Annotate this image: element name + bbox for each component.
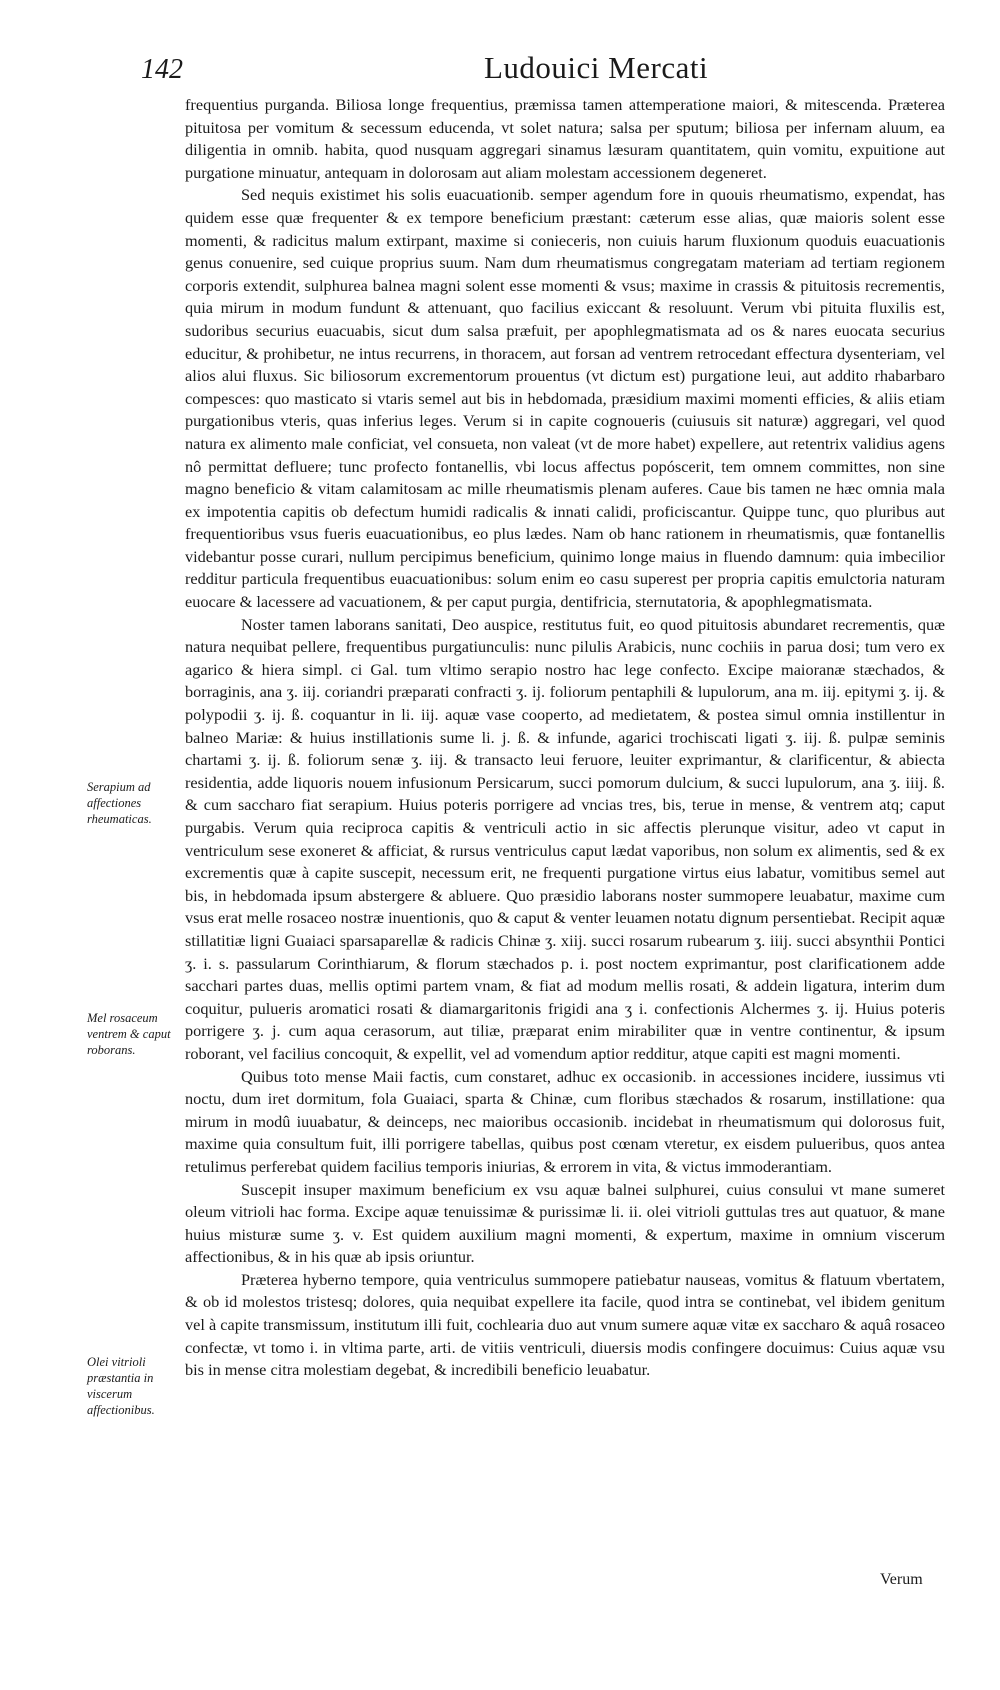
margin-note: Mel rosaceum ventrem & caput roborans. <box>87 1011 171 1057</box>
margin-note: Serapium ad affectiones rheumaticas. <box>87 780 152 826</box>
paragraph: Noster tamen laborans sanitati, Deo auspice, restitutus fuit, eo quod pituitosis abundaret recrementis, quæ natura nequibat pellere, frequentibus purgatiunculis: nunc pilulis Arabicis, nunc cochiis in parua dosi; tum vero ex agarico & hiera simpl. ci Gal. tum vltimo serapio nostro hac lege confecto. Excipe maioranæ stæchados, & borraginis, ana ʒ. iij. coriandri præparati confracti ʒ. ij. foliorum pentaphili & lupulorum, ana m. iij. epitymi ʒ. ij. & polypodii ʒ. ij. ß. coquantur in li. iij. aquæ vase cooperto, ad medietatem, & postea simul omnia instillentur in balneo Mariæ: & huius instillationis sume li. j. ß. & infunde, agarici trochiscati ligati ʒ. iij. ß. pulpæ seminis chartami ʒ. ij. ß. foliorum senæ ʒ. iij. & transacto leui feruore, leuiter exprimantur, & clarificentur, & abiecta residentia, adde liquoris nouem infusionum Persicarum, succi pomorum dulcium, & succi lupulorum, ana ʒ. iiij. ß. & cum saccharo fiat serapium. Huius poteris porrigere ad vncias tres, bis, terue in mense, & ventrem atq; caput purgabis. Verum quia reciproca capitis & ventriculi actio in sic affectis plerunque visitur, adeo vt caput in ventriculum sese exoneret & afficiat, & rursus ventriculus caput lædat vaporibus, non solum ex alimentis, sed & ex excrementis quæ à capite suscepit, necessum erit, ne frequenti purgatione virtus eius labatur, vomitibus semel aut bis, in hebdomada ipsum abstergere & abluere. Quo præsidio laborans noster summopere leuabatur, maxime cum vsus erat melle rosaceo nostræ inuentionis, quo & caput & venter leuamen notatu dignum persentiebat. Recipit aquæ stillatitiæ ligni Guaiaci sparsaparellæ & radicis Chinæ ʒ. xiij. succi rosarum rubearum ʒ. iiij. succi absynthii Pontici ʒ. i. s. passularum Corinthiarum, & florum stæchados p. i. post noctem exprimantur, post clarificationem adde sacchari partes duas, mellis optimi partem vnam, & fiat ad modum mellis rosati, & addein ligatura, interim dum coquitur, pulueris aromatici rosati & diamargaritonis frigidi ana ʒ i. confectionis Alchermes ʒ. ij. Huius poteris porrigere ʒ. j. cum aqua cerasorum, aut tiliæ, præparat enim mirabiliter quæ in ventre continentur, & ipsum roborant, vel facilius concoquit, & expellit, vel ad vomendum aptior redditur, atque capiti est magni momenti. <box>185 614 945 1063</box>
margin-note: Olei vitrioli præstantia in viscerum affectionibus. <box>87 1355 155 1417</box>
paragraph: frequentius purganda. Biliosa longe frequentius, præmissa tamen attemperatione maiori, & mitescenda. Præterea pituitosa per vomitum & secessum educenda, vt solet natura; salsa per sputum; biliosa per infernam aluum, ea diligentia in omnib. habita, quod nusquam aggregari sinamus læsuram quantitatem, quin vomitu, expuitione aut purgatione minuatur, antequam in dolorosam aut aliam molestam accessionem degeneret. <box>185 95 945 182</box>
paragraph: Suscepit insuper maximum beneficium ex vsu aquæ balnei sulphurei, cuius consului vt mane sumeret oleum vitrioli hac forma. Excipe aquæ tenuissimæ & purissimæ li. ii. olei vitrioli guttulas tres aut quatuor, & mane huius misturæ sume ʒ. v. Est quidem auxilium magni momenti, & expertum, maxime in omnium viscerum affectionibus, & in his quæ ab ipsis oriuntur. <box>185 1179 945 1267</box>
body-text <box>185 94 945 1382</box>
catchword: Verum <box>880 1571 923 1588</box>
paragraph: Præterea hyberno tempore, quia ventriculus summopere patiebatur nauseas, vomitus & flatuum vbertatem, & ob id molestos tristesq; dolores, quia nequibat expellere ita facile, quod intra se continebat, vel ibidem genitum vel à capite transmissum, institutum illi fuit, cochlearia duo aut vnum sumere aquæ vitæ ex saccharo & aquâ rosaceo confectæ, vt tomo i. in vltima parte, arti. de vitiis ventriculi, diuersis modis confingere docuimus: Cuius aquæ vsu bis in mense citra molestiam degebat, & incredibili beneficio leuabatur. <box>185 1269 945 1380</box>
page-number: 142 <box>141 54 183 85</box>
paragraph: Sed nequis existimet his solis euacuationib. semper agendum fore in quouis rheumatismo, expendat, has quidem esse quæ frequenter & ex tempore beneficium præstant: cæterum esse alias, quæ maioris solent esse momenti, & radicitus malum extirpant, maxime si conieceris, non cuiuis harum fluxionum quoduis euacuationis genus conuenire, sed cuique proprius suum. Nam dum rheumatismus congregatam materiam ad tertiam regionem corporis extendit, sulphurea balnea magni solent esse momenti & vsus; maxime in crassis & pituitosis recrementis, quia mirum in modum fundunt & attenuant, quo facilius exiccant & resoluunt. Verum vbi pituita fluxilis est, sudoribus securius euacuabis, sicut dum salsa præfuit, per apophlegmatismata ad os & nares euocata securius educitur, & prohibetur, ne intus recurrens, in thoracem, aut forsan ad ventrem retrocedant effectura dysenteriam, vel alios alui fluxus. Sic biliosorum excrementorum prouentus (vt dictum est) purgatione leui, aut addito rhabarbaro compesces: quo masticato si vtaris semel aut bis in hebdomada, præsidium maximi momenti efficies, & aliis etiam purgationibus vteris, quas inferius leges. Verum si in capite cognoueris (cuiusuis sit naturæ) aggregari, vel quod natura ex alimento male conficiat, vel consueta, non valeat (vt de more habet) expellere, aut retentrix validius agens nô permittat defluere; tunc profecto fontanellis, vbi locus affectus popóscerit, tem omnem committes, non sine magno beneficio & vitam calamitosam ac mille rheumatismis plenam auferes. Caue bis tamen ne hæc omnia mala ex impotentia capitis ob defectum humidi radicalis & innati calidi, proficiscantur. Quippe tunc, quo pluribus aut frequentioribus vsus fueris euacuationibus, eo plus lædes. Nam ob hanc rationem in rheumatismis, quæ fontanellis videbantur posse curari, nullum percipimus beneficium, quinimo longe maius in fluendo damnum: quia imbecilior redditur particula frequentibus euacuationibus: solum enim eo casu superest per propria capitis emulctoria naturam euocare & lacessere ad vacuationem, & per caput purgia, dentifricia, sternutatoria, & apophlegmatismata. <box>185 185 945 612</box>
running-head: Ludouici Mercati <box>484 50 709 85</box>
paragraph: Quibus toto mense Maii factis, cum constaret, adhuc ex occasionib. in accessiones incidere, iussimus vti noctu, dum iret dormitum, fola Guaiaci, sparta & Chinæ, cum floribus stæchados & rosarum, instillatione: qua mirum in modû iuuabatur, & deinceps, nec maioribus occasionib. incidebat in rheumatismum qui dolorosus fuit, maxime quia consultum fuit, illi porrigere tabellas, quibus post cœnam vteretur, ex eisdem pulueribus, quos antea retulimus perferebat quidem facilius temporis iniurias, & errorem in vita, & victus immoderantiam. <box>185 1066 945 1176</box>
